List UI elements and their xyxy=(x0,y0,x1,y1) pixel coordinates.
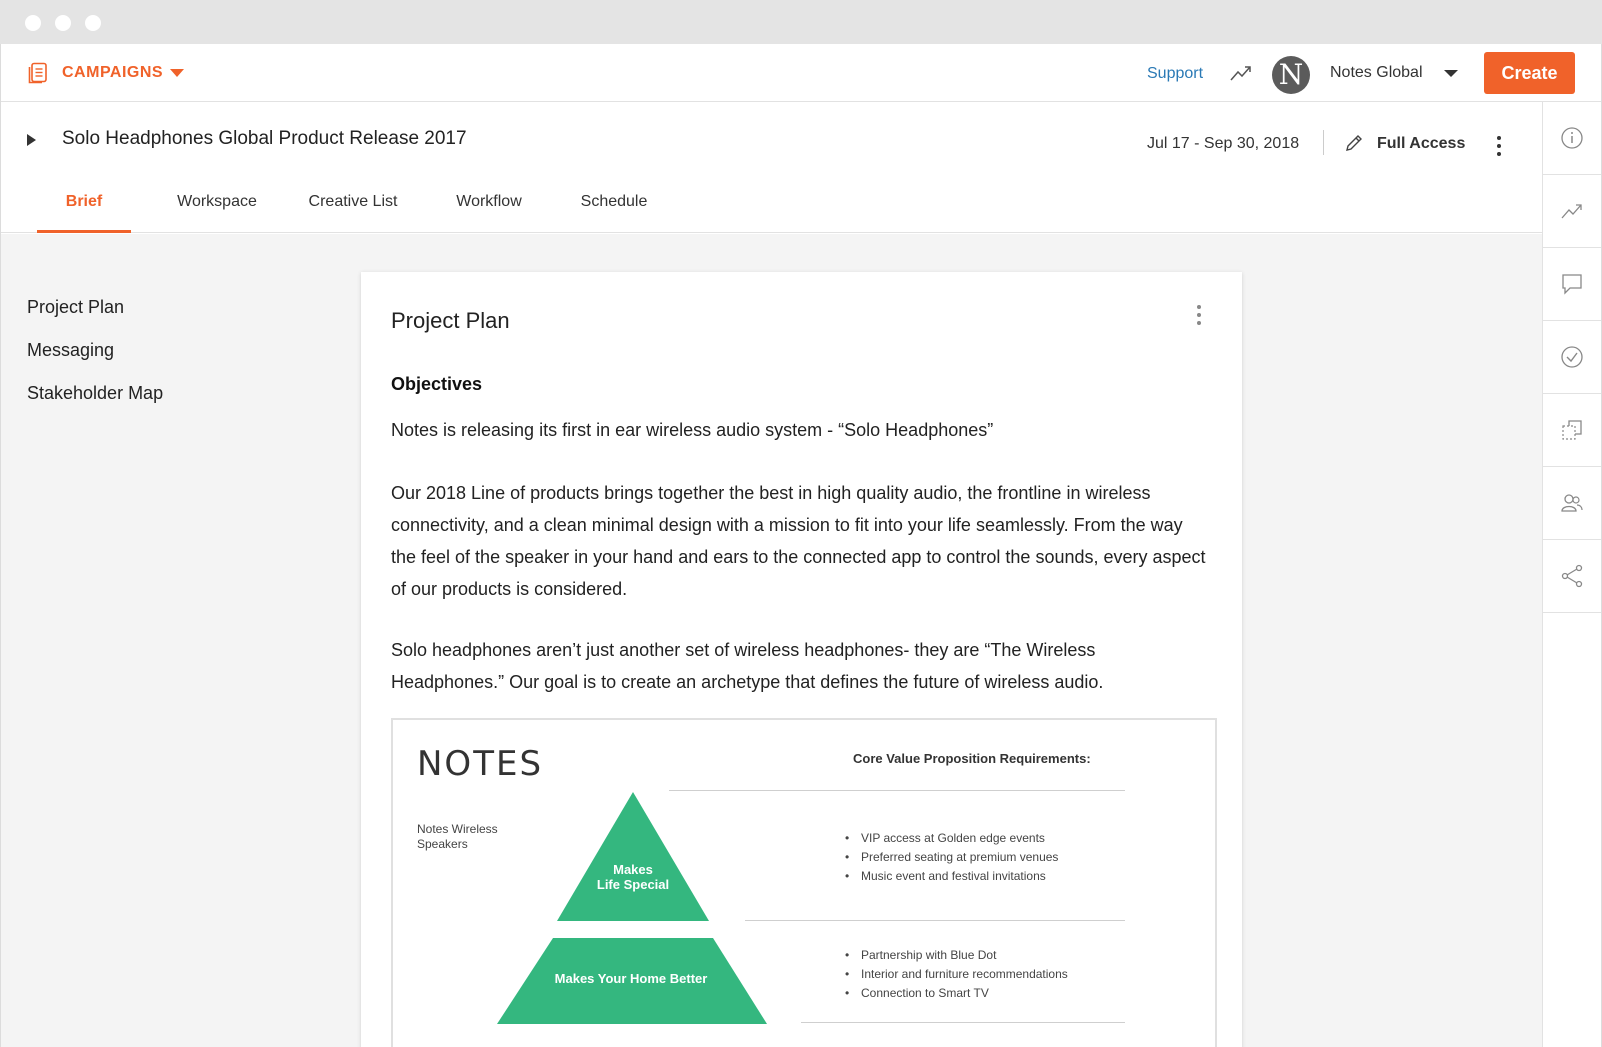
main-content xyxy=(1,234,1542,1047)
org-switcher-label[interactable]: Notes Global xyxy=(1330,64,1423,81)
date-range: Jul 17 - Sep 30, 2018 xyxy=(1147,135,1300,152)
notes-logo: NOTES xyxy=(417,744,544,784)
chevron-down-icon[interactable] xyxy=(170,69,184,77)
check-circle-icon xyxy=(1560,345,1584,369)
list-item: • Preferred seating at premium venues xyxy=(861,850,1058,869)
right-icon-rail xyxy=(1542,102,1601,1047)
project-header xyxy=(1,102,1542,233)
share-icon xyxy=(1560,564,1584,588)
create-button[interactable]: Create xyxy=(1484,52,1575,94)
brief-section-nav xyxy=(27,297,163,426)
rail-comments[interactable] xyxy=(1543,248,1601,321)
tab-label: Brief xyxy=(65,193,103,210)
tab-label: Workspace xyxy=(177,193,257,210)
tab-label: Workflow xyxy=(456,193,522,210)
copy-icon xyxy=(1560,418,1584,442)
nav-item-project-plan[interactable]: Project Plan xyxy=(27,297,125,317)
trend-icon xyxy=(1560,199,1584,223)
tab-schedule[interactable] xyxy=(575,193,653,233)
more-options-icon[interactable] xyxy=(1497,136,1501,156)
window-close-dot[interactable] xyxy=(25,15,41,31)
tab-label: Schedule xyxy=(580,193,648,210)
image-heading: Core Value Proposition Requirements: xyxy=(853,751,1091,766)
section-heading: Objectives xyxy=(391,374,483,394)
avatar[interactable]: N xyxy=(1272,56,1310,94)
support-link[interactable]: Support xyxy=(1147,65,1204,82)
window-maximize-dot[interactable] xyxy=(85,15,101,31)
access-level-label[interactable]: Full Access xyxy=(1377,135,1466,152)
bullet-list-bottom xyxy=(861,948,1068,1005)
rail-share[interactable] xyxy=(1543,540,1601,613)
window-minimize-dot[interactable] xyxy=(55,15,71,31)
rail-trend[interactable] xyxy=(1543,175,1601,248)
project-plan-card xyxy=(361,272,1242,1047)
value-proposition-image xyxy=(391,718,1217,1047)
trend-icon[interactable] xyxy=(1229,63,1253,83)
image-side-label: Notes Wireless Speakers xyxy=(417,822,498,851)
bullet-list-top xyxy=(861,831,1058,888)
tab-label: Creative List xyxy=(308,193,398,210)
tab-workspace[interactable] xyxy=(169,193,265,233)
pyramid-top xyxy=(557,792,709,921)
rail-versions[interactable] xyxy=(1543,394,1601,467)
list-item: • Connection to Smart TV xyxy=(861,986,1068,1005)
pencil-icon[interactable] xyxy=(1344,133,1364,153)
app-window xyxy=(0,44,1602,1047)
divider xyxy=(1323,130,1324,155)
rail-people[interactable] xyxy=(1543,467,1601,540)
campaign-document-icon xyxy=(28,62,48,84)
pyramid-top-label-2: Life Special xyxy=(596,877,670,892)
list-item: • VIP access at Golden edge events xyxy=(861,831,1058,850)
rail-approvals[interactable] xyxy=(1543,321,1601,394)
paragraph: Notes is releasing its first in ear wireless audio system - “Solo Headphones” xyxy=(391,420,994,440)
browser-chrome xyxy=(0,0,1602,44)
chevron-down-icon[interactable] xyxy=(1444,70,1458,77)
more-options-icon[interactable] xyxy=(1197,305,1201,325)
value-pyramid xyxy=(393,720,1219,1047)
page-title: Solo Headphones Global Product Release 2017 xyxy=(62,128,467,149)
campaigns-menu-label[interactable]: CAMPAIGNS xyxy=(62,64,164,81)
paragraph: Our 2018 Line of products brings together the best in high quality audio, the frontline in wireless connectivity, and a clean minimal design with a mission to fit into your life seamlessly. From the way the feel of the speaker in your hand and ears to the connected app to control the sounds, every aspect of our products is considered. xyxy=(391,483,1206,599)
pyramid-top-label-1: Makes xyxy=(613,862,653,877)
nav-item-messaging[interactable]: Messaging xyxy=(27,340,115,360)
tab-creative-list[interactable] xyxy=(305,193,401,233)
list-item: • Partnership with Blue Dot xyxy=(861,948,1068,967)
rail-info[interactable] xyxy=(1543,102,1601,175)
pyramid-middle-label: Makes Your Home Better xyxy=(554,971,708,986)
nav-item-stakeholder-map[interactable]: Stakeholder Map xyxy=(27,383,164,403)
top-bar xyxy=(1,44,1601,102)
info-icon xyxy=(1560,126,1584,150)
people-icon xyxy=(1560,491,1584,515)
card-title: Project Plan xyxy=(391,308,510,333)
paragraph: Solo headphones aren’t just another set of wireless headphones- they are “The Wireless Headphones.” Our goal is to create an archetype that defines the future of wireless audio. xyxy=(391,640,1104,692)
list-item: • Music event and festival invitations xyxy=(861,869,1058,888)
list-item: • Interior and furniture recommendations xyxy=(861,967,1068,986)
expand-arrow-icon[interactable] xyxy=(27,134,36,146)
tab-workflow[interactable] xyxy=(451,193,527,233)
tab-brief[interactable] xyxy=(37,193,131,233)
comment-icon xyxy=(1560,272,1584,296)
